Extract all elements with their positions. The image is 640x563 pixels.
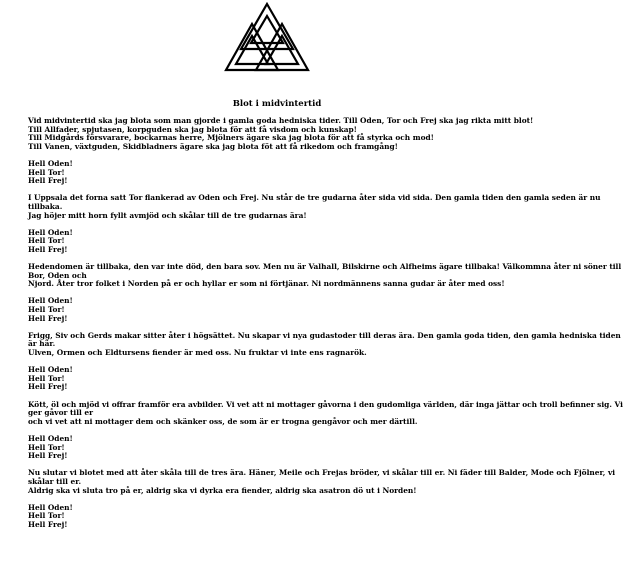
text-line: Frigg, Siv och Gerds makar sitter åter i högsättet. Nu skapar vi nya gudastoder till deras ära. Den gamla goda tiden, den gamla hedniska tiden är här.	[28, 330, 621, 349]
text-line: Hell Tor!	[28, 511, 65, 521]
text-line: Hell Tor!	[28, 167, 65, 177]
text-line: Vid midvintertid ska jag blota som man gjorde i gamla goda hedniska tider. Till Oden, Tor och Frej ska jag rikta mitt blot!	[28, 116, 534, 125]
paragraph	[28, 435, 628, 461]
text-line: Nu slutar vi blotet med att åter skåla till de tres ära. Häner, Meile och Frejas bröder, vi skålar till er. Ni fäder till Balder, Mode och Fjölner, vi skålar till er.	[28, 468, 616, 486]
text-line: Hell Oden!	[28, 227, 73, 237]
text-line: Hell Tor!	[28, 236, 65, 246]
text-line: Till Allfader, spjutasen, korpguden ska jag blota för att få visdom och kunskap!	[28, 124, 357, 134]
paragraph	[28, 229, 628, 255]
paragraph	[28, 469, 628, 495]
paragraph	[28, 160, 628, 186]
text-line: Kött, öl och mjöd vi offrar framför era avbilder. Vi vet att ni mottager gåvorna i den gudomliga världen, där inga jättar och troll befinner sig. Vi ger gåvor till er	[28, 399, 623, 418]
text-line: Hell Oden!	[28, 433, 73, 443]
text-line: Hell Frej!	[28, 313, 68, 323]
paragraph	[28, 194, 628, 220]
paragraph	[28, 504, 628, 530]
text-line: Hell Frej!	[28, 519, 68, 529]
text-line: Hell Frej!	[28, 244, 68, 254]
text-line: Aldrig ska vi sluta tro på er, aldrig ska vi dyrka era fiender, aldrig ska asatron dö ut i Norden!	[28, 485, 417, 495]
text-line: Hell Tor!	[28, 305, 65, 315]
paragraph	[28, 117, 628, 151]
text-line: I Uppsala det forna satt Tor flankerad av Oden och Frej. Nu står de tre gudarna åter sida vid sida. Den gamla tiden den gamla seden är nu tillbaka.	[28, 193, 601, 211]
text-line: Hell Oden!	[28, 502, 73, 512]
text-line: Till Vanen, växtguden, Skidbladners ägare ska jag blota föt att få rikedom och framgång!	[28, 141, 398, 151]
text-line: Hedendomen är tillbaka, den var inte död, den bara sov. Men nu är Valhall, Bilskirne och Alfheims ägare tillbaka! Välkommna åter ni söner till Bor, Oden och	[28, 262, 622, 280]
text-line: Hell Frej!	[28, 176, 68, 186]
paragraph	[28, 297, 628, 323]
text-line: Hell Oden!	[28, 365, 73, 375]
paragraph	[28, 366, 628, 392]
paragraph	[28, 332, 628, 358]
text-line: Hell Tor!	[28, 442, 65, 452]
paragraph	[28, 263, 628, 289]
valknut-icon	[217, 2, 317, 92]
text-line: och vi vet att ni mottager dem och skänker oss, de som är er trogna gengåvor och mer därtill.	[28, 416, 418, 426]
text-line: Hell Frej!	[28, 382, 68, 392]
text-line: Hell Oden!	[28, 158, 73, 168]
text-line: Hell Frej!	[28, 451, 68, 461]
text-line: Njord. Åter tror folket i Norden på er och hyllar er som ni förtjänar. Ni nordmännens sanna gudar är åter med oss!	[28, 279, 505, 289]
poem-body	[28, 117, 628, 538]
text-line: Hell Tor!	[28, 373, 65, 383]
text-line: Ulven, Ormen och Eldtursens fiender är med oss. Nu fruktar vi inte ens ragnarök.	[28, 348, 367, 358]
text-line: Jag höjer mitt horn fyllt avmjöd och skålar till de tre gudarnas ära!	[28, 210, 307, 220]
text-line: Hell Oden!	[28, 296, 73, 306]
document-title: Blot i midvintertid	[232, 99, 322, 109]
paragraph	[28, 401, 628, 427]
text-line: Till Midgårds försvarare, bockarnas herre, Mjölners ägare ska jag blota för att få styrka och mod!	[28, 133, 434, 143]
